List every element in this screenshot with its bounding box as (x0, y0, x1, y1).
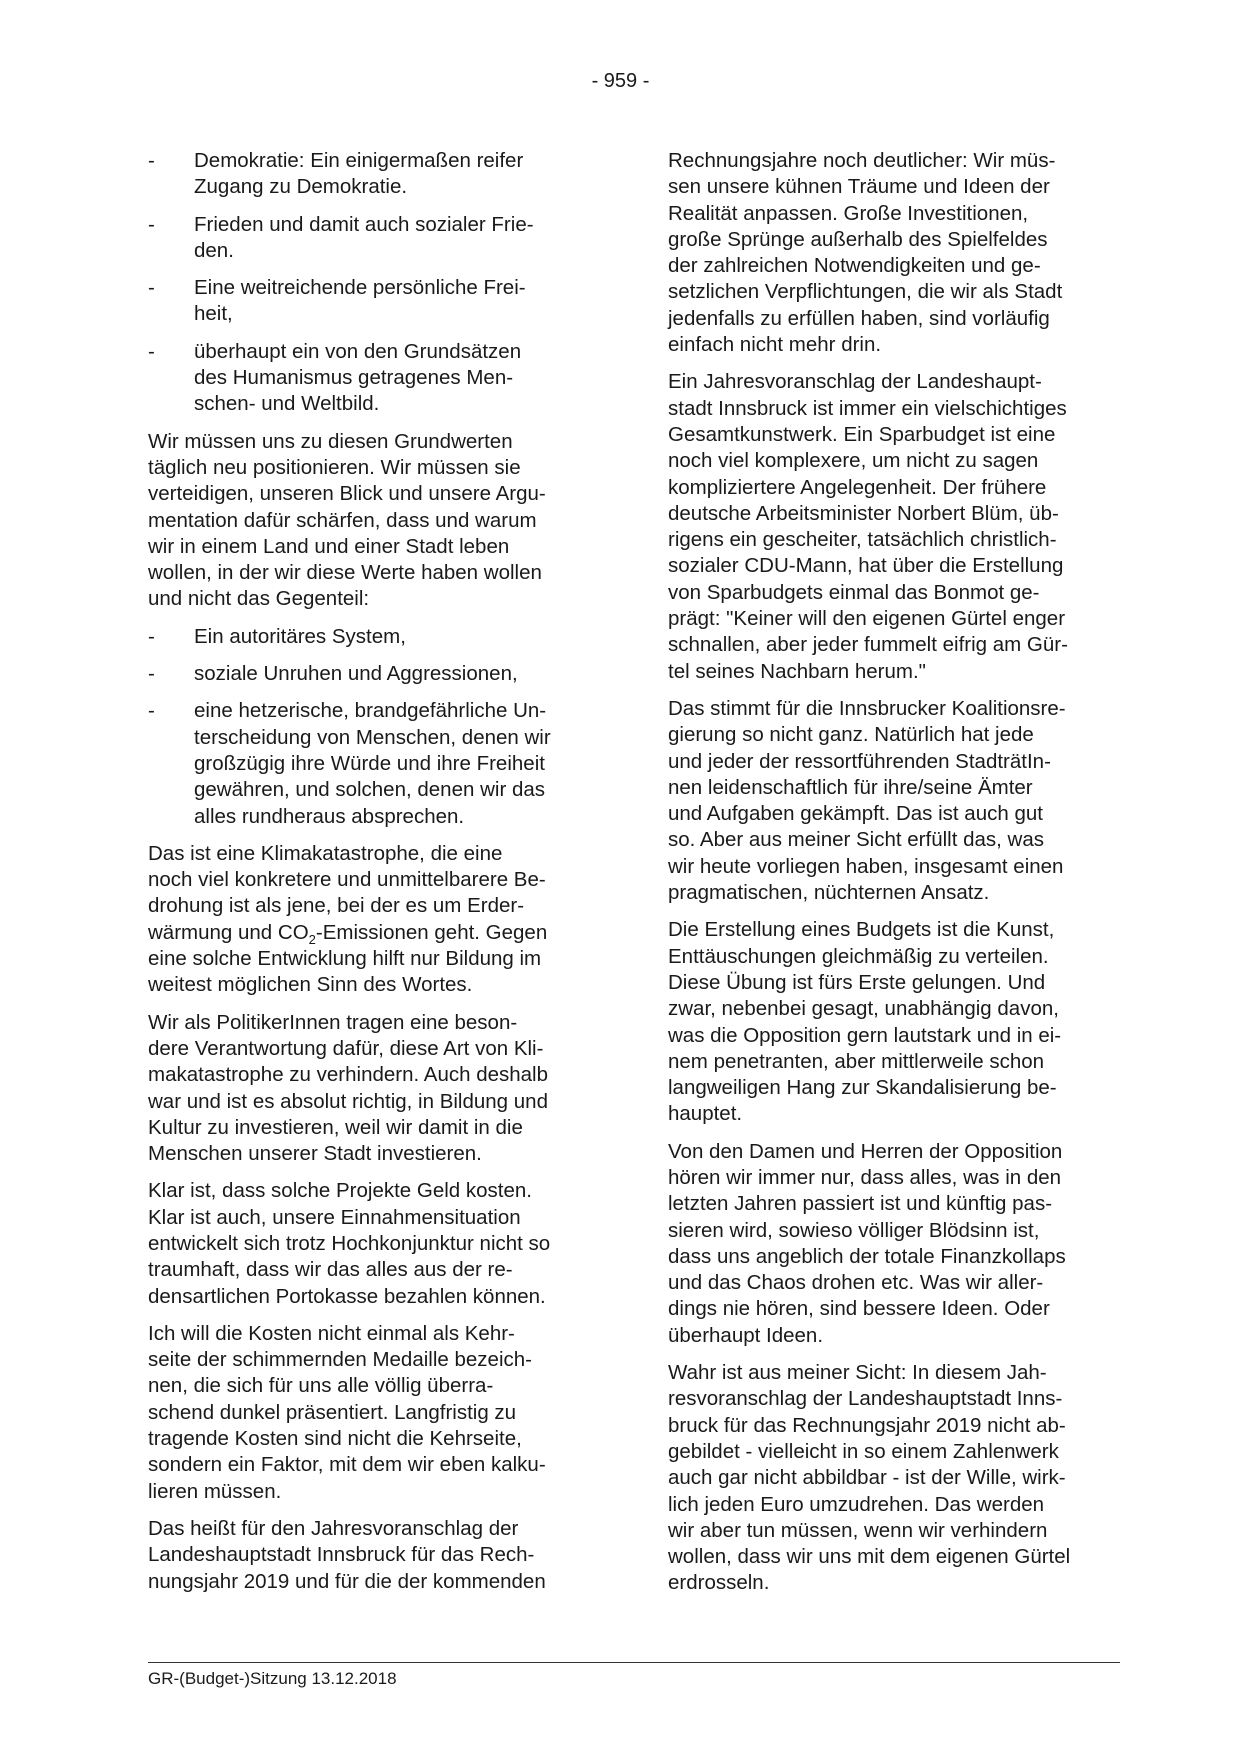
bullet-dash: - (148, 149, 155, 172)
bullet-text: Frieden und damit auch sozialer Frie- den. (194, 212, 534, 262)
paragraph: Von den Damen und Herren der Opposition hören wir immer nur, dass alles, was in den letzten Jahren passiert ist und künftig pas- sieren wird, sowieso völliger Blödsinn ist, dass uns angeblich der totale Finanzkollaps und das Chaos drohen etc. Was wir aller- dings nie hören, sind bessere Ideen. Oder überhaupt Ideen. (668, 1139, 1066, 1347)
bullet-text: eine hetzerische, brandgefährliche Un- terscheidung von Menschen, denen wir großzügig ihre Würde und ihre Freiheit gewähren, und solchen, denen wir das alles rundheraus absprechen. (194, 699, 551, 828)
paragraph: Wir als PolitikerInnen tragen eine beson- dere Verantwortung dafür, diese Art von Kli- makatastrophe zu verhindern. Auch deshalb war und ist es absolut richtig, in Bildung und Kultur zu investieren, weil wir damit in die Menschen unserer Stadt investieren. (148, 1010, 549, 1166)
bullet-dash: - (148, 699, 155, 723)
bullet-text: Demokratie: Ein einigermaßen reifer Zugang zu Demokratie. (194, 149, 524, 199)
bullet-item (148, 661, 598, 687)
bullet-item (148, 698, 598, 829)
bullet-text: Eine weitreichende persönliche Frei- heit, (194, 276, 526, 326)
bullet-item (148, 339, 598, 418)
bullet-text: Ein autoritäres System, (194, 624, 406, 648)
bullet-dash: - (148, 624, 155, 648)
paragraph: Die Erstellung eines Budgets ist die Kunst, Enttäuschungen gleichmäßig zu verteilen. Diese Übung ist fürs Erste gelungen. Und zwar, nebenbei gesagt, unabhängig davon, was die Opposition gern lautstark und in ei- nem penetranten, aber mittlerweile schon langweiligen Hang zur Skandalisierung be- hauptet. (668, 918, 1062, 1126)
paragraph: Das ist eine Klimakatastrophe, die eine noch viel konkretere und unmittelbarere Be- drohung ist als jene, bei der es um Erder- wärmung und $CO_2$-Emissionen geht. Gegen eine solche Entwicklung hilft nur Bildung im weitest möglichen Sinn des Wortes. (148, 841, 548, 997)
paragraph: Wir müssen uns zu diesen Grundwerten täglich neu positionieren. Wir müssen sie verteidigen, unseren Blick und unsere Argu- mentation dafür schärfen, dass und warum wir in einem Land und einer Stadt leben wollen, in der wir diese Werte haben wollen und nicht das Gegenteil: (148, 429, 546, 611)
bullet-item (148, 624, 598, 650)
footer-text: GR-(Budget-)Sitzung 13.12.2018 (148, 1669, 397, 1688)
paragraph: Ich will die Kosten nicht einmal als Kehr- seite der schimmernden Medaille bezeich- nen, die sich für uns alle völlig überra- schend dunkel präsentiert. Langfristig zu tragende Kosten sind nicht die Kehrseite, sondern ein Faktor, mit dem wir eben kalku- lieren müssen. (148, 1321, 546, 1503)
bullet-item (148, 148, 598, 201)
page-number: - 959 - (591, 70, 650, 92)
bullet-text: überhaupt ein von den Grundsätzen des Humanismus getragenes Men- schen- und Weltbild. (194, 339, 522, 416)
paragraph: Ein Jahresvoranschlag der Landeshaupt- stadt Innsbruck ist immer ein vielschichtiges Gesamtkunstwerk. Ein Sparbudget ist eine noch viel komplexere, um nicht zu sagen kompliziertere Angelegenheit. Der frühere deutsche Arbeitsminister Norbert Blüm, üb- rigens ein gescheiter, tatsächlich christlich- sozialer CDU-Mann, hat über die Erstellung von Sparbudgets einmal das Bonmot ge- prägt: "Keiner will den eigenen Gürtel enger schnallen, aber jeder fummelt eifrig am Gür- tel seines Nachbarn herum." (668, 370, 1068, 683)
paragraph: Das heißt für den Jahresvoranschlag der Landeshauptstadt Innsbruck für das Rech- nungsjahr 2019 und für die der kommenden (148, 1516, 546, 1593)
bullet-dash: - (148, 276, 155, 300)
footer-divider (148, 1662, 1120, 1663)
left-column (148, 148, 598, 1606)
paragraph: Klar ist, dass solche Projekte Geld kosten. Klar ist auch, unsere Einnahmensituation entwickelt sich trotz Hochkonjunktur nicht so traumhaft, dass wir das alles aus der re- densartlichen Portokasse bezahlen können. (148, 1179, 551, 1308)
bullet-dash: - (148, 662, 155, 686)
bullet-dash: - (148, 212, 155, 236)
paragraph: Wahr ist aus meiner Sicht: In diesem Jah- resvoranschlag der Landeshauptstadt Inns- bruck für das Rechnungsjahr 2019 nicht ab- gebildet - vielleicht in so einem Zahlenwerk auch gar nicht abbildbar - ist der Wille, wirk- lich jeden Euro umzudrehen. Das werden wir aber tun müssen, wenn wir verhindern wollen, dass wir uns mit dem eigenen Gürtel erdrosseln. (668, 1361, 1071, 1595)
bullet-dash: - (148, 339, 155, 363)
bullet-item (148, 275, 598, 328)
bullet-text: soziale Unruhen und Aggressionen, (194, 662, 518, 686)
bullet-item (148, 212, 598, 265)
paragraph: Das stimmt für die Innsbrucker Koalitionsre- gierung so nicht ganz. Natürlich hat jede und jeder der ressortführenden StadträtIn- nen leidenschaftlich für ihre/seine Ämter und Aufgaben gekämpft. Das ist auch gut so. Aber aus meiner Sicht erfüllt das, was wir heute vorliegen haben, insgesamt einen pragmatischen, nüchternen Ansatz. (668, 696, 1066, 905)
paragraph: Rechnungsjahre noch deutlicher: Wir müs- sen unsere kühnen Träume und Ideen der Realität anpassen. Große Investitionen, große Sprünge außerhalb des Spielfeldes der zahlreichen Notwendigkeiten und ge- setzlichen Verpflichtungen, die wir als Stadt jedenfalls zu erfüllen haben, sind vorläufig einfach nicht mehr drin. (668, 149, 1063, 357)
right-column (668, 148, 1120, 1608)
